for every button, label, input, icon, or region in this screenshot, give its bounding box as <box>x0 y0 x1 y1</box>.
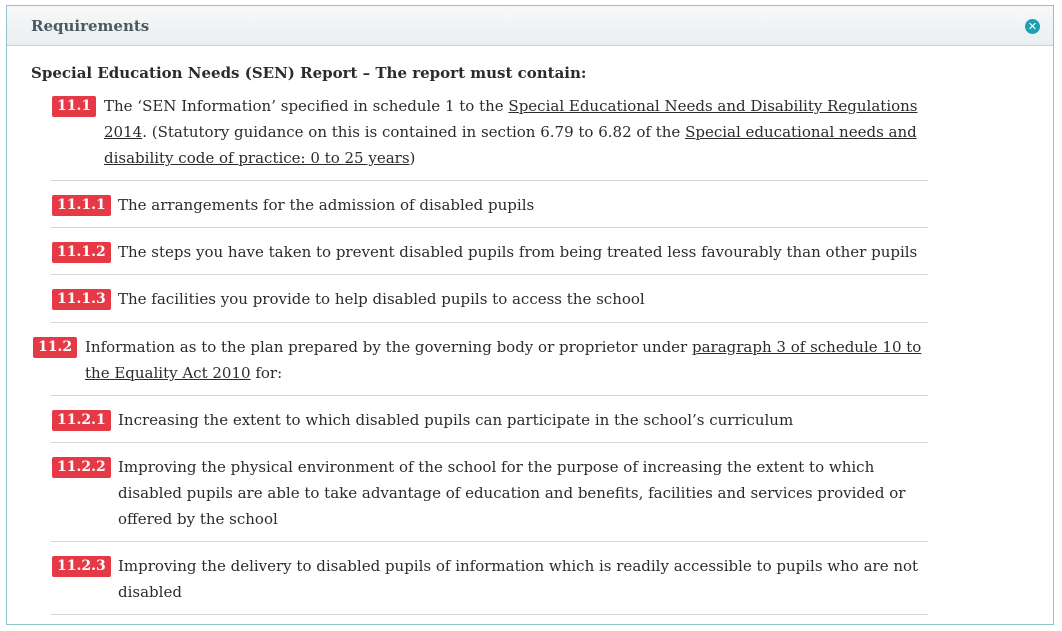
requirement-11-1-1 <box>52 192 932 218</box>
divider <box>51 274 928 275</box>
divider <box>51 541 928 542</box>
requirement-11-2-3 <box>52 553 932 605</box>
requirement-11-1-3 <box>52 286 932 312</box>
divider <box>51 180 928 181</box>
requirement-text: Increasing the extent to which disabled pupils can participate in the school’s curriculum <box>118 411 794 429</box>
requirement-text: The facilities you provide to help disabled pupils to access the school <box>118 290 645 308</box>
requirement-number: 11.1.1 <box>52 195 111 216</box>
requirement-11-2 <box>33 334 923 386</box>
requirements-panel <box>6 5 1054 625</box>
panel-header[interactable] <box>7 6 1053 46</box>
requirement-text: The arrangements for the admission of disabled pupils <box>118 196 535 214</box>
requirement-11-2-1 <box>52 407 932 433</box>
requirement-text: Improving the physical environment of the school for the purpose of increasing the extent to which disabled pupils are able to take advantage of education and benefits, facilities and services provided or offered by the school <box>118 458 906 528</box>
requirement-text: The steps you have taken to prevent disabled pupils from being treated less favourably than other pupils <box>118 243 918 261</box>
requirement-text: The ‘SEN Information’ specified in schedule 1 to the Special Educational Needs and Disability Regulations 2014. (Statutory guidance on this is contained in section 6.79 to 6.82 of the Special educational needs and disability code of practice: 0 to 25 years) <box>104 97 918 167</box>
requirement-11-1 <box>52 93 922 171</box>
requirement-11-1-2 <box>52 239 932 265</box>
close-icon[interactable]: ✕ <box>1025 19 1040 34</box>
requirement-11-2-2 <box>52 454 932 532</box>
requirement-number: 11.2.1 <box>52 410 111 431</box>
divider <box>51 395 928 396</box>
divider <box>51 442 928 443</box>
requirement-number: 11.2 <box>33 337 77 358</box>
requirement-text: Improving the delivery to disabled pupils of information which is readily accessible to pupils who are not disabled <box>118 557 919 601</box>
requirement-number: 11.1.2 <box>52 242 111 263</box>
sen-code-of-practice-link[interactable]: Special educational needs and disability code of practice: 0 to 25 years <box>104 123 917 167</box>
sen-regulations-link[interactable]: Special Educational Needs and Disability Regulations 2014 <box>104 97 918 141</box>
requirement-text: Information as to the plan prepared by the governing body or proprietor under paragraph 3 of schedule 10 to the Equality Act 2010 for: <box>85 338 922 382</box>
divider <box>51 614 928 615</box>
requirement-number: 11.2.3 <box>52 556 111 577</box>
divider <box>51 227 928 228</box>
equality-act-link[interactable]: paragraph 3 of schedule 10 to the Equality Act 2010 <box>85 338 922 382</box>
requirement-number: 11.1 <box>52 96 96 117</box>
divider <box>51 322 928 323</box>
report-intro: Special Education Needs (SEN) Report – The report must contain: <box>31 64 587 82</box>
requirement-number: 11.2.2 <box>52 457 111 478</box>
panel-title: Requirements <box>31 17 150 35</box>
requirement-number: 11.1.3 <box>52 289 111 310</box>
